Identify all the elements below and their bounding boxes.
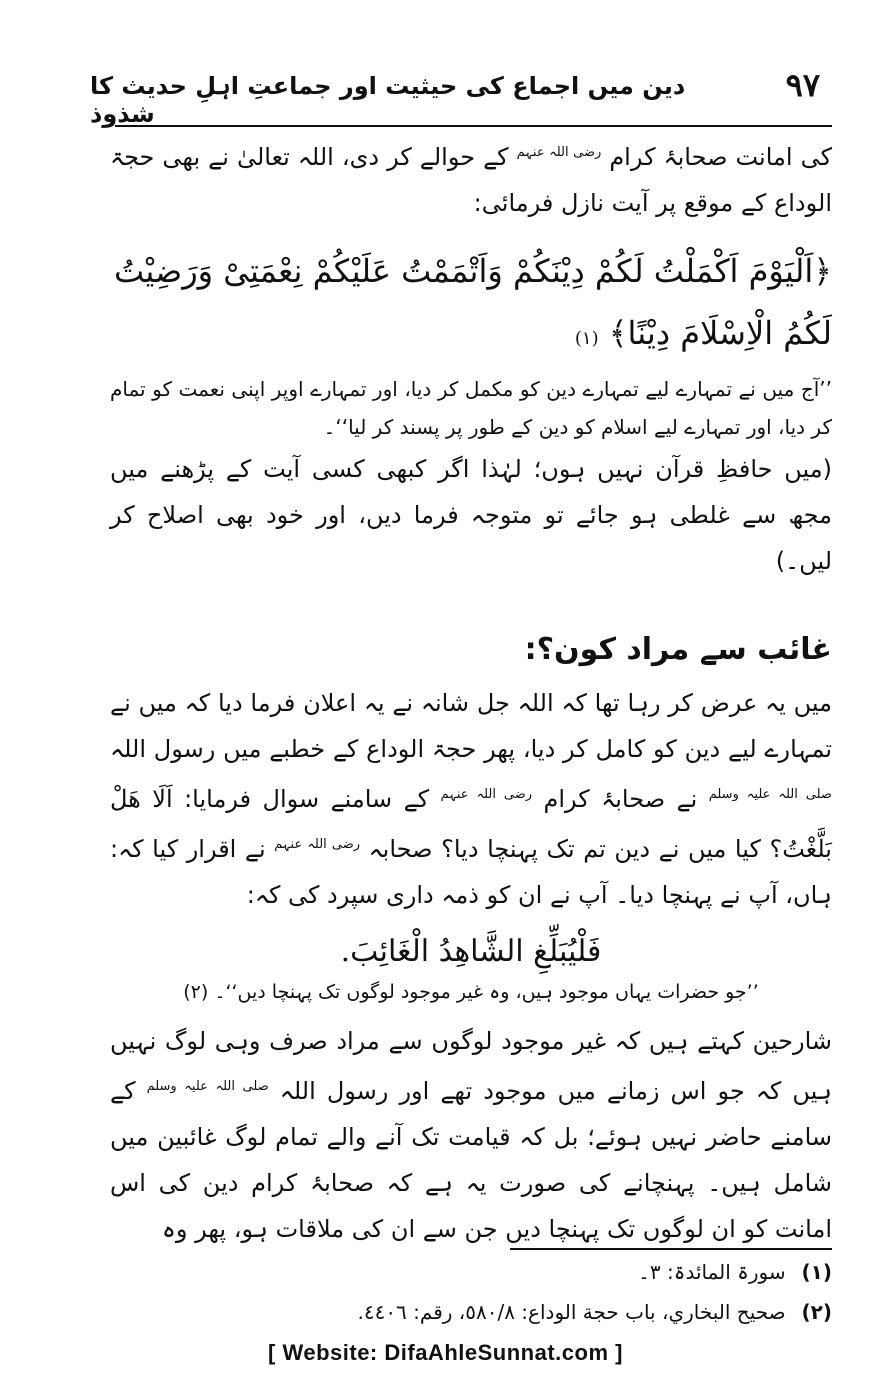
- para3-part-a: شارحین کہتے ہیں کہ غیر موجود لوگوں سے مراد صرف وہی لوگ نہیں ہیں کہ جو اس زمانے میں موجود تھے اور رسول اللہ: [110, 1027, 832, 1105]
- quran-translation: ’’آج میں نے تمہارے لیے تمہارے دین کو مکمل کر دیا، اور تمہارے اوپر اپنی نعمت کو تمام کر دیا، اور تمہارے لیے اسلام کو دین کے طور پر پسند کر لیا‘‘۔: [110, 377, 832, 439]
- quran-verse-text: ﴿اَلْیَوْمَ اَکْمَلْتُ لَکُمْ دِیْنَکُمْ وَاَتْمَمْتُ عَلَیْکُمْ نِعْمَتِیْ وَرَضِیْتُ لَکُمُ الْاِسْلَامَ دِیْنًا﴾: [113, 252, 832, 352]
- para1-part-a: کی امانت صحابۂ کرام: [609, 143, 833, 171]
- footnotes: [110, 1252, 832, 1332]
- quran-footnote-ref: (۱): [574, 328, 599, 349]
- author-note: (میں حافظِ قرآن نہیں ہوں؛ لہٰذا اگر کبھی کسی آیت کے پڑھنے میں مجھ سے غلطی ہو جائے تو متوجہ فرما دیں، اور خود بھی اصلاح کر لیں۔): [110, 455, 832, 575]
- hadith-text: فَلْيُبَلِّغِ الشَّاهِدُ الْغَائِبَ.: [340, 934, 602, 969]
- para3-part-b: کے سامنے حاضر نہیں ہوئے؛ بل کہ قیامت تک آنے والے تمام لوگ غائبین میں شامل ہیں۔ پہنچانے کی صورت یہ ہے کہ صحابۂ کرام دین کی اس امانت کو ان لوگوں تک پہنچا دیں جن سے ان کی ملاقات ہو، پھر وہ: [110, 1077, 832, 1243]
- body-text: [110, 130, 832, 1252]
- footnote-1-text: سورۃ المائدۃ: ۳۔: [638, 1260, 786, 1284]
- footnote-2-text: صحيح البخاري، باب حجة الوداع: ٥٨٠/٨، رقم: ٤٤٠٦.: [357, 1300, 786, 1324]
- page-header: [90, 58, 830, 128]
- paragraph-2: [110, 680, 832, 918]
- para1-part-b: کے حوالے کر دی، اللہ تعالیٰ نے بھی حجۃ الوداع کے موقع پر آیت نازل فرمائی:: [110, 143, 832, 217]
- para2-part-e: نے اقرار کیا کہ: ہاں، آپ نے پہنچا دیا۔ آپ نے ان کو ذمہ داری سپرد کی کہ:: [110, 835, 832, 909]
- para2-part-b: نے صحابۂ کرام: [543, 785, 698, 813]
- footnote-1: [110, 1252, 832, 1292]
- footnote-1-number: (۱): [801, 1260, 832, 1284]
- section-heading: غائب سے مراد کون؟:: [524, 632, 832, 667]
- honorific-ra: رضی اللہ عنہم: [516, 145, 602, 160]
- honorific-saw: صلی اللہ علیہ وسلم: [708, 787, 832, 802]
- honorific-ra-3: رضی اللہ عنہم: [274, 837, 361, 852]
- honorific-ra-2: رضی اللہ عنہم: [440, 787, 533, 802]
- honorific-saw-2: صلی اللہ علیہ وسلم: [146, 1079, 269, 1094]
- footnote-2-number: (۲): [801, 1300, 832, 1324]
- footnote-2: [110, 1292, 832, 1332]
- hadith-translation: ’’جو حضرات یہاں موجود ہیں، وہ غیر موجود لوگوں تک پہنچا دیں‘‘۔ (۲): [183, 981, 759, 1003]
- paragraph-1: [110, 130, 832, 226]
- para2-part-a: میں یہ عرض کر رہا تھا کہ اللہ جل شانہ نے یہ اعلان فرما دیا کہ میں نے تمہارے لیے دین کو کامل کر دیا، پھر حجۃ الوداع کے خطبے میں رسول اللہ: [110, 689, 832, 763]
- page-number: ۹۷: [785, 66, 820, 104]
- para2-part-d: کیا میں نے دین تم تک پہنچا دیا؟ صحابہ: [368, 835, 761, 863]
- quran-verse: [110, 240, 832, 370]
- arabic-question: اَلَا هَلْ بَلَّغْتُ؟: [110, 785, 832, 863]
- para2-part-c: کے سامنے سوال فرمایا:: [184, 785, 430, 813]
- paragraph-3: [110, 1018, 832, 1252]
- header-rule: [115, 125, 832, 127]
- footnote-rule: [510, 1248, 832, 1250]
- running-title: دین میں اجماع کی حیثیت اور جماعتِ اہلِ حدیث کا شذوذ: [90, 72, 686, 128]
- website-footer: [ Website: DifaAhleSunnat.com ]: [268, 1340, 623, 1365]
